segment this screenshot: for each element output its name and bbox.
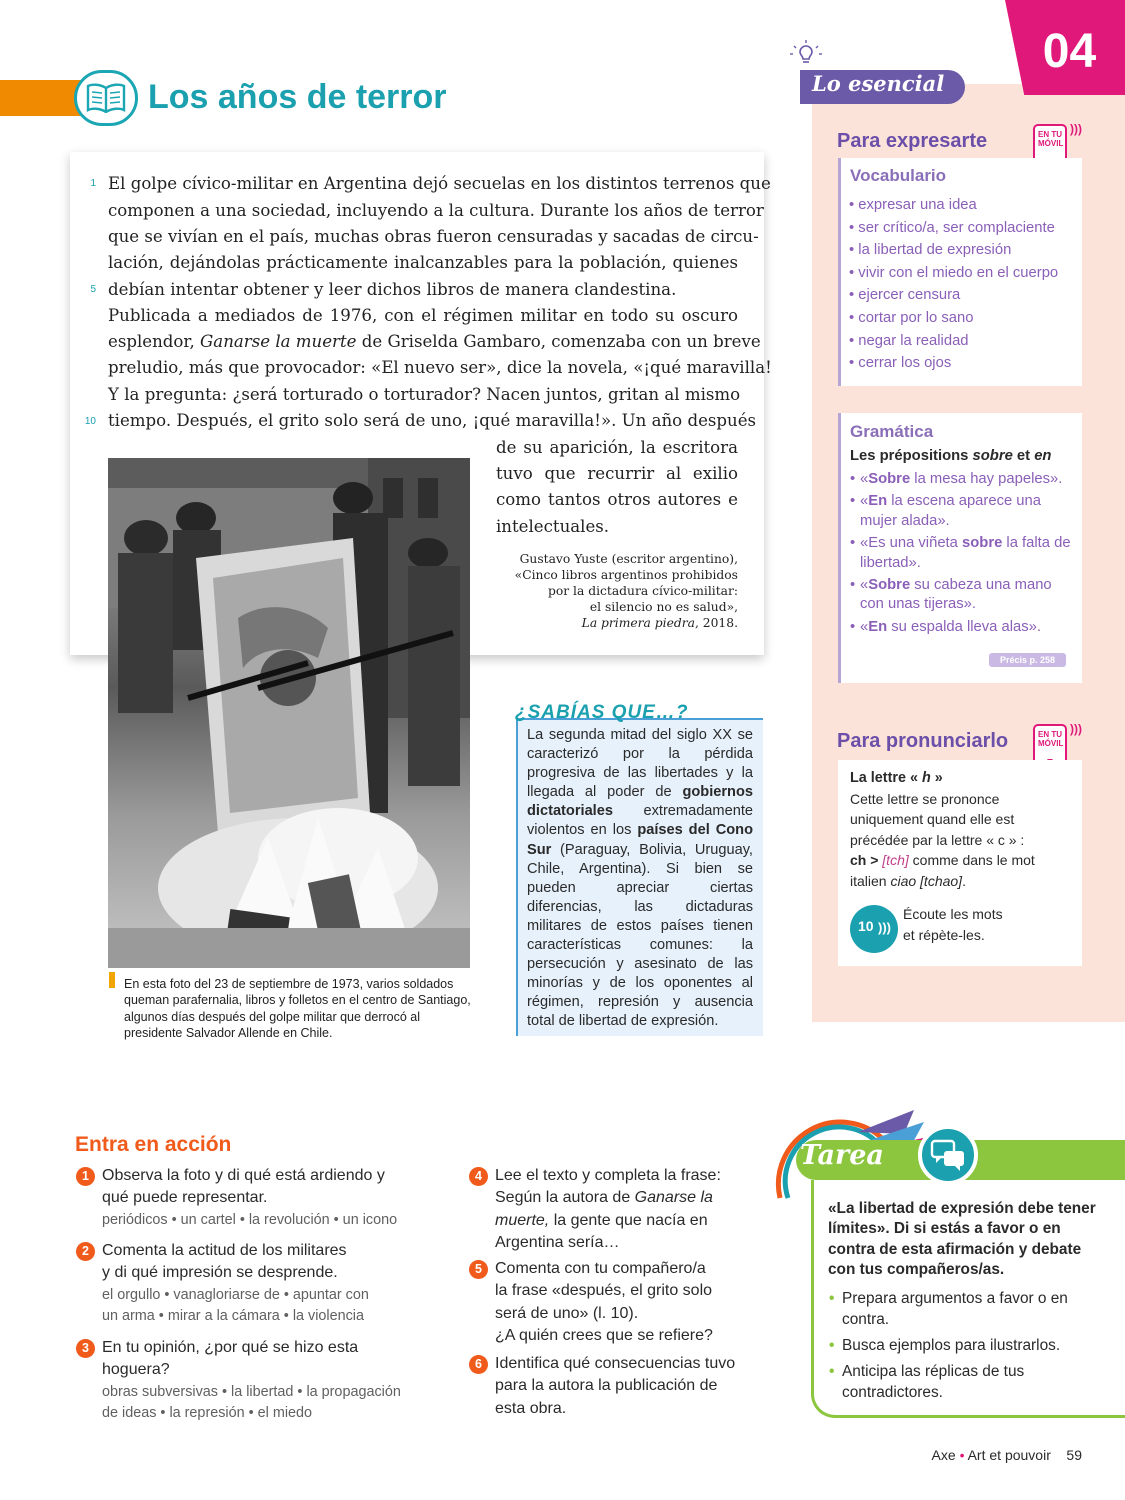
pronunciarlo-subtitle-part: » [930, 770, 943, 786]
pronunciarlo-line-part: ch > [850, 852, 883, 869]
question-hint-line: el orgullo • vanagloriarse de • apuntar con [102, 1287, 369, 1303]
audio-track-number: 10 [858, 918, 874, 934]
gramatica-list [850, 470, 1072, 640]
article-line: componen a una sociedad, incluyendo a la cultura. Durante los años de terror [108, 201, 764, 220]
gramatica-item-part: «Es una viñeta [860, 534, 963, 551]
footer-theme: Art et pouvoir [967, 1447, 1051, 1463]
question-line: y di qué impresión se desprende. [102, 1264, 338, 1282]
gramatica-item-part: « [860, 471, 869, 487]
question-text [495, 1353, 785, 1420]
esencial-label: Lo esencial [812, 71, 945, 96]
gramatica-item-part: En [868, 493, 888, 510]
book-badge [74, 70, 138, 126]
question-line [495, 1187, 785, 1209]
audio-instruction-line: Écoute les mots [903, 906, 1003, 922]
audio-instruction-line: et répète-les. [903, 926, 985, 943]
question-text [495, 1258, 785, 1348]
source-line: por la dictadura cívico-militar: [547, 584, 738, 598]
gramatica-item-part: « [860, 576, 869, 593]
pronunciarlo-line: précédée par la lettre « c » : [850, 831, 1025, 848]
tarea-item: • Anticipa las réplicas de tus contradictores. [829, 1362, 1089, 1403]
source-publication: La primera piedra [581, 616, 695, 630]
article-line: tuvo que recurrir al exilio [496, 464, 738, 483]
article-line: intelectuales. [496, 517, 610, 536]
question-line: qué puede representar. [102, 1189, 268, 1207]
pronunciarlo-line-part: ciao [tchao] [890, 872, 963, 889]
gramatica-item-part: Sobre [868, 471, 911, 487]
expresarte-title: Para expresarte [837, 130, 988, 152]
gramatica-item-part: Sobre [868, 576, 911, 593]
article-line-part: de Griselda Gambaro, comenzaba con un breve [356, 332, 761, 351]
question-line-part: la gente que nacía en [549, 1211, 708, 1229]
gramatica-item [850, 576, 1072, 615]
pronunciarlo-line [850, 850, 1075, 870]
historical-photo [108, 458, 470, 968]
vocab-item: • negar la realidad [849, 330, 1079, 353]
audio-instruction [903, 904, 1003, 946]
pronunciarlo-title: Para pronunciarlo [837, 730, 1009, 752]
tarea-item: • Prepara argumentos a favor o en contra. [829, 1289, 1089, 1330]
pronunciarlo-subtitle [850, 768, 1075, 789]
vocab-item: • vivir con el miedo en el cuerpo [849, 262, 1079, 285]
sabias-highlight: países del Cono Sur [527, 822, 753, 858]
source-line [480, 615, 738, 631]
pronunciarlo-subtitle-part: La lettre « [850, 770, 922, 786]
question-hint [102, 1285, 442, 1326]
precis-link[interactable]: Précis p. 258 [989, 653, 1066, 667]
mobile-label-1: EN TU [1038, 730, 1062, 739]
gramatica-subtitle-part: en [1034, 448, 1052, 464]
question-number: 3 [76, 1339, 95, 1358]
article-line: como tantos otros autores e [496, 490, 738, 509]
question-hint [102, 1382, 452, 1423]
line-number: 10 [84, 416, 96, 427]
question-line: Identifica qué consecuencias tuvo [495, 1355, 736, 1372]
pronunciarlo-line: uniquement quand elle est [850, 811, 1015, 828]
question-number: 4 [469, 1167, 488, 1186]
gramatica-item-part: « [860, 493, 869, 510]
vocab-item: • la libertad de expresión [849, 239, 1079, 262]
source-line: el silencio no es salud», [589, 600, 738, 614]
sabias-highlight: gobiernos dictatoriales [527, 784, 753, 820]
unit-number: 04 [1042, 25, 1097, 78]
question-line: esta obra. [495, 1399, 567, 1417]
question-line: Observa la foto y di qué está ardiendo y [102, 1167, 385, 1184]
photo-illustration [108, 458, 470, 968]
article-line [108, 332, 761, 351]
gramatica-item-part: « [860, 618, 869, 635]
article-line: Y la pregunta: ¿será torturado o torturador? Nacen juntos, gritan al mismo [108, 385, 741, 404]
gramatica-item-part: la escena aparece una mujer alada». [860, 493, 1041, 529]
footer-dot: • [959, 1447, 965, 1463]
gramatica-item-part: sobre [962, 534, 1003, 551]
sabias-text-part: La segunda mitad del siglo XX se caracterizó por la pérdida progresiva de las libertades y la llegada al poder de [527, 727, 753, 801]
sabias-text [527, 726, 753, 1032]
article-line: que se vivían en el país, muchas obras fueron censuradas y sacadas de circu- [108, 227, 759, 246]
pronunciarlo-line [850, 871, 1075, 891]
question-line [495, 1210, 785, 1232]
page-footer [830, 1447, 1082, 1463]
vocab-item: • cerrar los ojos [849, 352, 1079, 375]
mobile-label [1038, 730, 1062, 748]
question-line: será de uno» (l. 10). [495, 1304, 639, 1322]
line-number: 5 [90, 284, 96, 295]
gramatica-item [850, 534, 1072, 573]
vocabulario-title: Vocabulario [850, 166, 947, 185]
question-line-part: Según la autora de [495, 1189, 635, 1207]
article-line: preludio, más que provocador: «El nuevo ser», dice la novela, «¡qué maravilla! [108, 358, 772, 377]
gramatica-item-part: su cabeza una mano con unas tijeras». [860, 576, 1052, 613]
gramatica-item-part: En [868, 618, 888, 635]
vocab-item: • expresar una idea [849, 194, 1079, 217]
line-number: 1 [90, 178, 96, 189]
footer-axe: Axe [931, 1447, 956, 1463]
sound-waves-icon: ))) [1070, 122, 1082, 136]
vocab-item: • cortar por lo sano [849, 307, 1079, 330]
question-line: Comenta con tu compañero/a [495, 1260, 706, 1277]
sabias-text-part: (Paraguay, Bolivia, Uruguay, Chile, Argentina). Si bien se pueden apreciar ciertas diferencias, las dictaduras militares de estos países tienen características comunes: la persecución y asesinato de las minorías y de los oponentes al régimen, represión y ausencia total de libertad de expresión. [527, 841, 753, 1030]
tarea-label: Tarea [800, 1140, 884, 1171]
gramatica-subtitle [850, 448, 1051, 464]
pronunciarlo-line-part: comme dans le mot [908, 852, 1035, 869]
article-line: tiempo. Después, el grito solo será de uno, ¡qué maravilla!». Un año después [108, 411, 757, 430]
gramatica-item [850, 618, 1072, 638]
gramatica-item [850, 470, 1072, 490]
pronunciarlo-text [850, 768, 1075, 891]
question-line: En tu opinión, ¿por qué se hizo esta [102, 1339, 359, 1356]
gramatica-subtitle-part: sobre [972, 448, 1013, 464]
mobile-label-1: EN TU [1038, 130, 1062, 139]
tarea-prompt: «La libertad de expresión debe tener límites». Di si estás a favor o en contra de esta afirmación y debate con tus compañeros/as. [828, 1200, 1096, 1279]
mobile-label-2: MÓVIL [1038, 139, 1064, 148]
book-title: Ganarse la muerte [200, 332, 357, 351]
question-text [495, 1165, 785, 1255]
article-line: debían intentar obtener y leer dichos libros de manera clandestina. [108, 280, 677, 299]
vocab-item: • ser crítico/a, ser complaciente [849, 217, 1079, 240]
pronunciarlo-line-part: [tch] [882, 852, 909, 869]
vocabulario-list [849, 194, 1079, 375]
gramatica-item-part: su espalda lleva alas». [887, 618, 1041, 635]
entra-title: Entra en acción [75, 1133, 232, 1156]
photo-caption: En esta foto del 23 de septiembre de 1973, varios soldados queman parafernalia, libros y folletos en el centro de Santiago, algunos días después del golpe militar que derrocó al presidente Salvador Allende en Chile. [124, 977, 471, 1041]
tarea-item: • Busca ejemplos para ilustrarlos. [829, 1336, 1089, 1357]
pronunciarlo-line: Cette lettre se prononce [850, 791, 1000, 807]
article-line: de su aparición, la escritora [496, 438, 738, 457]
question-line: Argentina sería… [495, 1234, 620, 1252]
question-hint-line: de ideas • la represión • el miedo [102, 1404, 313, 1421]
question-line: Comenta la actitud de los militares [102, 1242, 347, 1259]
caption-marker [109, 972, 115, 988]
question-line: hoguera? [102, 1361, 170, 1379]
book-title: Ganarse la [634, 1189, 713, 1207]
pronunciarlo-subtitle-part: h [921, 770, 931, 786]
gramatica-subtitle-part: et [1012, 448, 1035, 464]
sound-waves-icon: ))) [1070, 722, 1082, 736]
source-line: «Cinco libros argentinos prohibidos [514, 568, 738, 582]
source-line: Gustavo Yuste (escritor argentino), [519, 552, 738, 566]
gramatica-item [850, 492, 1072, 531]
speaker-waves-icon: ))) [878, 920, 891, 935]
sabias-text-part: extremadamente violentos en los [527, 803, 753, 839]
article-line-part: esplendor, [108, 332, 201, 351]
question-line: la frase «después, el grito solo [495, 1282, 713, 1300]
gramatica-item-part: la falta de libertad». [860, 534, 1071, 571]
question-text [102, 1337, 432, 1382]
gramatica-title: Gramática [850, 422, 934, 441]
question-line: Lee el texto y completa la frase: [495, 1167, 721, 1184]
article-line: El golpe cívico-militar en Argentina dejó secuelas en los distintos terrenos que [108, 174, 771, 193]
pronunciarlo-line-part: . [962, 872, 966, 889]
question-number: 1 [76, 1167, 95, 1186]
mobile-label-2: MÓVIL [1038, 739, 1064, 748]
pronunciarlo-line-part: italien [850, 872, 891, 889]
article-line: lación, dejándolas prácticamente inalcanzables para la población, quienes [108, 253, 738, 272]
question-line: ¿A quién crees que se refiere? [495, 1327, 713, 1345]
page-number: 59 [1066, 1447, 1082, 1463]
gramatica-subtitle-part: Les prépositions [850, 448, 973, 464]
question-text [102, 1165, 432, 1210]
vocab-item: • ejercer censura [849, 284, 1079, 307]
question-text [102, 1240, 432, 1285]
article-line: Publicada a mediados de 1976, con el régimen militar en todo su oscuro [108, 306, 738, 325]
question-number: 5 [469, 1260, 488, 1279]
sabias-title: ¿SABÍAS QUE…? [515, 702, 689, 723]
open-book-icon [86, 83, 126, 113]
chat-bubbles-icon [918, 1125, 978, 1185]
tarea-list [829, 1289, 1089, 1409]
question-number: 2 [76, 1242, 95, 1261]
question-hint-line: un arma • mirar a la cámara • la violencia [102, 1307, 365, 1324]
gramatica-item-part: la mesa hay papeles». [910, 471, 1063, 487]
question-line: para la autora la publicación de [495, 1377, 718, 1395]
question-number: 6 [469, 1355, 488, 1374]
article-source [480, 551, 738, 631]
mobile-label [1038, 130, 1062, 148]
page-title: Los años de terror [148, 78, 447, 116]
question-hint-line: obras subversivas • la libertad • la propagación [102, 1384, 401, 1400]
source-year: , 2018. [694, 616, 738, 630]
question-hint: periódicos • un cartel • la revolución • un icono [102, 1212, 398, 1228]
book-title: muerte, [495, 1211, 550, 1229]
